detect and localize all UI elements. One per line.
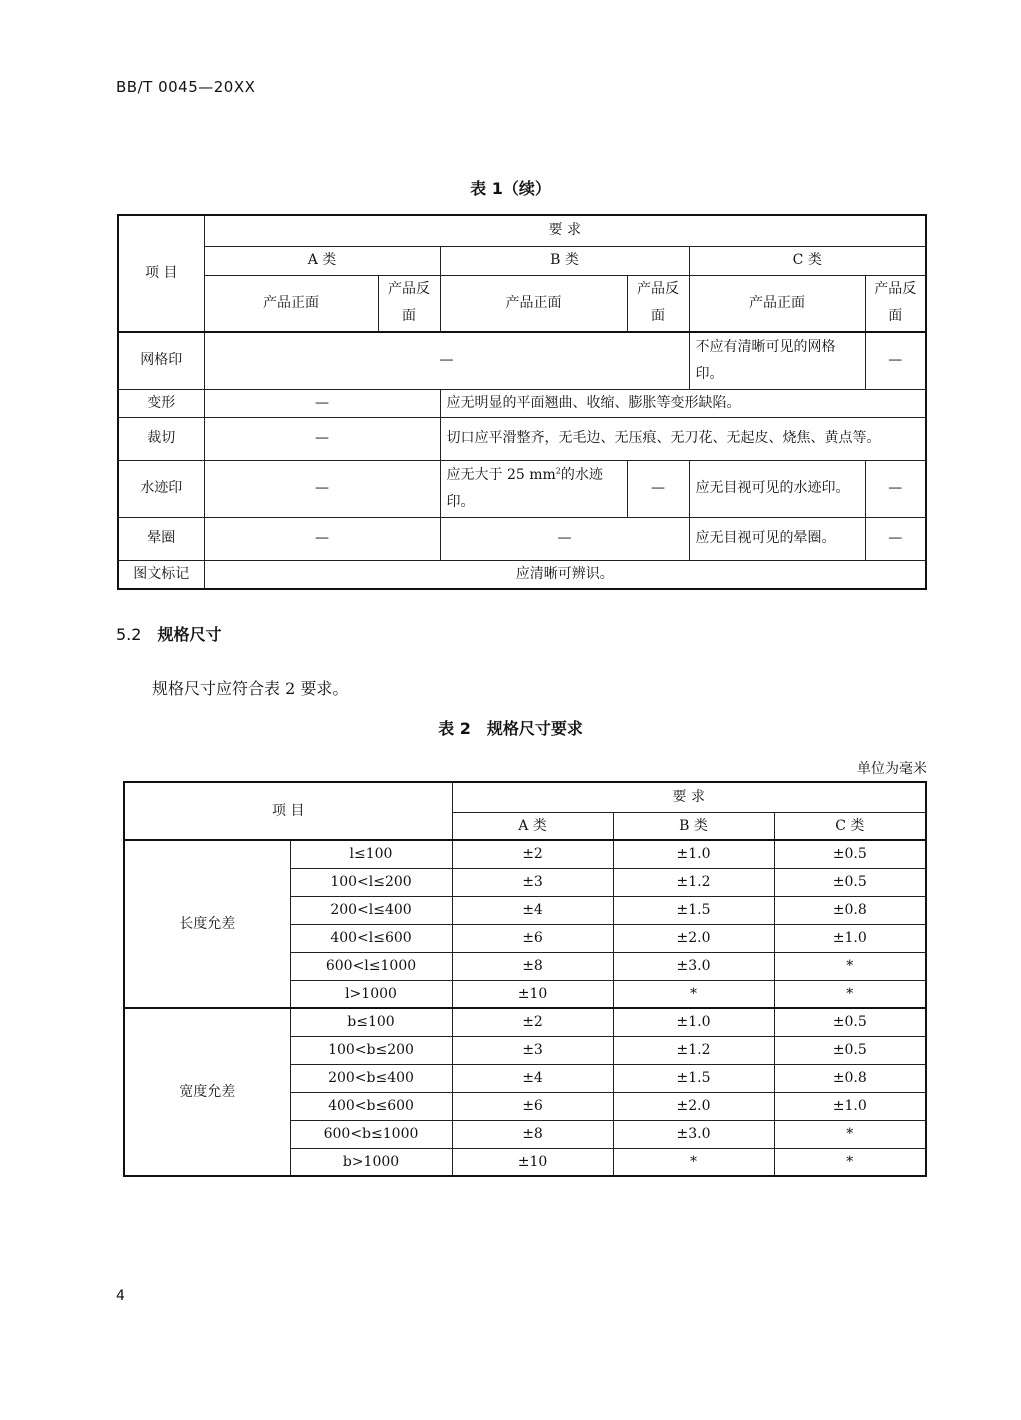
cell-b-back: — [627,460,689,517]
cell-a: ±3 [452,1036,613,1064]
cell-a: ±10 [452,1148,613,1176]
table2-group-length-label: 长度允差 [124,840,290,1008]
cell-c-back: — [865,460,926,517]
row-label: 网格印 [118,332,204,389]
table1-row-wangge [118,332,926,389]
cell-a: — [204,517,440,560]
table1-header-a-back: 产品反面 [378,275,440,332]
cell-a: ±6 [452,924,613,952]
cell-c-front: 应无目视可见的晕圈。 [689,517,865,560]
cell-c: ±0.8 [774,896,926,924]
table1-header-class-c: C 类 [689,246,926,275]
table1-caption: 表 1（续） [470,179,551,198]
table2-header-class-a: A 类 [452,812,613,840]
cell-a: ±8 [452,952,613,980]
b-front-text-1: 应无大于 25 mm [446,466,556,483]
cell-c-front: 不应有清晰可见的网格印。 [689,332,865,389]
cell-b: — [440,517,689,560]
cell-c: ±0.5 [774,840,926,868]
cell-all: 应清晰可辨识。 [204,560,926,589]
cell-c: * [774,1120,926,1148]
cell-cond: 400<l≤600 [290,924,452,952]
cell-cond: 200<b≤400 [290,1064,452,1092]
table1-header-c-back: 产品反面 [865,275,926,332]
cell-b: ±2.0 [613,924,774,952]
table1-header-class-b: B 类 [440,246,689,275]
cell-b: ±1.0 [613,1008,774,1036]
body-paragraph: 规格尺寸应符合表 2 要求。 [152,679,349,698]
cell-b: ±1.5 [613,896,774,924]
cell-c: * [774,952,926,980]
page-number: 4 [116,1288,125,1304]
row-label: 裁切 [118,417,204,460]
cell-cond: b>1000 [290,1148,452,1176]
table1-header-a-front: 产品正面 [204,275,378,332]
table-row [124,1008,926,1036]
table1-header-class-a: A 类 [204,246,440,275]
table2-header-item: 项 目 [124,782,452,840]
cell-a: ±10 [452,980,613,1008]
cell-a: ±3 [452,868,613,896]
row-label: 晕圈 [118,517,204,560]
cell-c-front: 应无目视可见的水迹印。 [689,460,865,517]
table-row [124,840,926,868]
cell-cond: l≤100 [290,840,452,868]
table2 [123,781,927,1177]
cell-a: ±2 [452,840,613,868]
cell-cond: 600<l≤1000 [290,952,452,980]
cell-b: ±1.2 [613,868,774,896]
table1-header-requirements: 要 求 [204,215,926,246]
cell-a: — [204,460,440,517]
row-label: 变形 [118,389,204,417]
cell-b: ±3.0 [613,952,774,980]
table2-unit-note: 单位为毫米 [857,761,927,777]
cell-cond: 400<b≤600 [290,1092,452,1120]
cell-c: ±0.5 [774,868,926,896]
table1-row-caiqie [118,417,926,460]
table2-group-width-label: 宽度允差 [124,1008,290,1176]
table1-row-shuiji [118,460,926,517]
table1-header-item: 项 目 [118,215,204,332]
cell-c: ±0.5 [774,1008,926,1036]
table1-row-yunquan [118,517,926,560]
cell-bc: 应无明显的平面翘曲、收缩、膨胀等变形缺陷。 [440,389,926,417]
cell-cond: l>1000 [290,980,452,1008]
cell-cond: b≤100 [290,1008,452,1036]
cell-a: — [204,417,440,460]
table1-header-b-front: 产品正面 [440,275,627,332]
cell-a: ±2 [452,1008,613,1036]
b-front-text-2: 的水迹印。 [446,466,603,510]
cell-cond: 100<b≤200 [290,1036,452,1064]
b-front-superscript: 2 [555,465,561,475]
table2-header-class-c: C 类 [774,812,926,840]
cell-a: — [204,389,440,417]
cell-a: ±4 [452,1064,613,1092]
cell-b: ±3.0 [613,1120,774,1148]
cell-a: ±8 [452,1120,613,1148]
cell-cond: 600<b≤1000 [290,1120,452,1148]
cell-a: ±6 [452,1092,613,1120]
table1-row-tuwen [118,560,926,589]
cell-b-front [440,460,627,517]
cell-c: * [774,1148,926,1176]
cell-c-back: — [865,517,926,560]
cell-c-back: — [865,332,926,389]
cell-b: * [613,980,774,1008]
cell-b: ±1.2 [613,1036,774,1064]
cell-cond: 200<l≤400 [290,896,452,924]
cell-cond: 100<l≤200 [290,868,452,896]
table1-header-b-back: 产品反面 [627,275,689,332]
row-label: 图文标记 [118,560,204,589]
table2-header-class-b: B 类 [613,812,774,840]
cell-b: * [613,1148,774,1176]
table1 [117,214,927,590]
cell-b: ±1.5 [613,1064,774,1092]
table1-header-c-front: 产品正面 [689,275,865,332]
section-title: 规格尺寸 [157,625,222,644]
cell-c: * [774,980,926,1008]
table2-caption: 表 2 规格尺寸要求 [438,719,583,738]
cell-c: ±1.0 [774,924,926,952]
cell-bc: 切口应平滑整齐，无毛边、无压痕、无刀花、无起皮、烧焦、黄点等。 [440,417,926,460]
cell-c: ±1.0 [774,1092,926,1120]
cell-c: ±0.5 [774,1036,926,1064]
table2-header-requirements: 要 求 [452,782,926,812]
cell-a: ±4 [452,896,613,924]
cell-ab: — [204,332,689,389]
cell-c: ±0.8 [774,1064,926,1092]
section-heading [116,622,221,645]
cell-b: ±1.0 [613,840,774,868]
document-code: BB/T 0045—20XX [116,78,256,96]
section-number: 5.2 [116,625,142,644]
cell-b: ±2.0 [613,1092,774,1120]
row-label: 水迹印 [118,460,204,517]
table1-row-bianxing [118,389,926,417]
